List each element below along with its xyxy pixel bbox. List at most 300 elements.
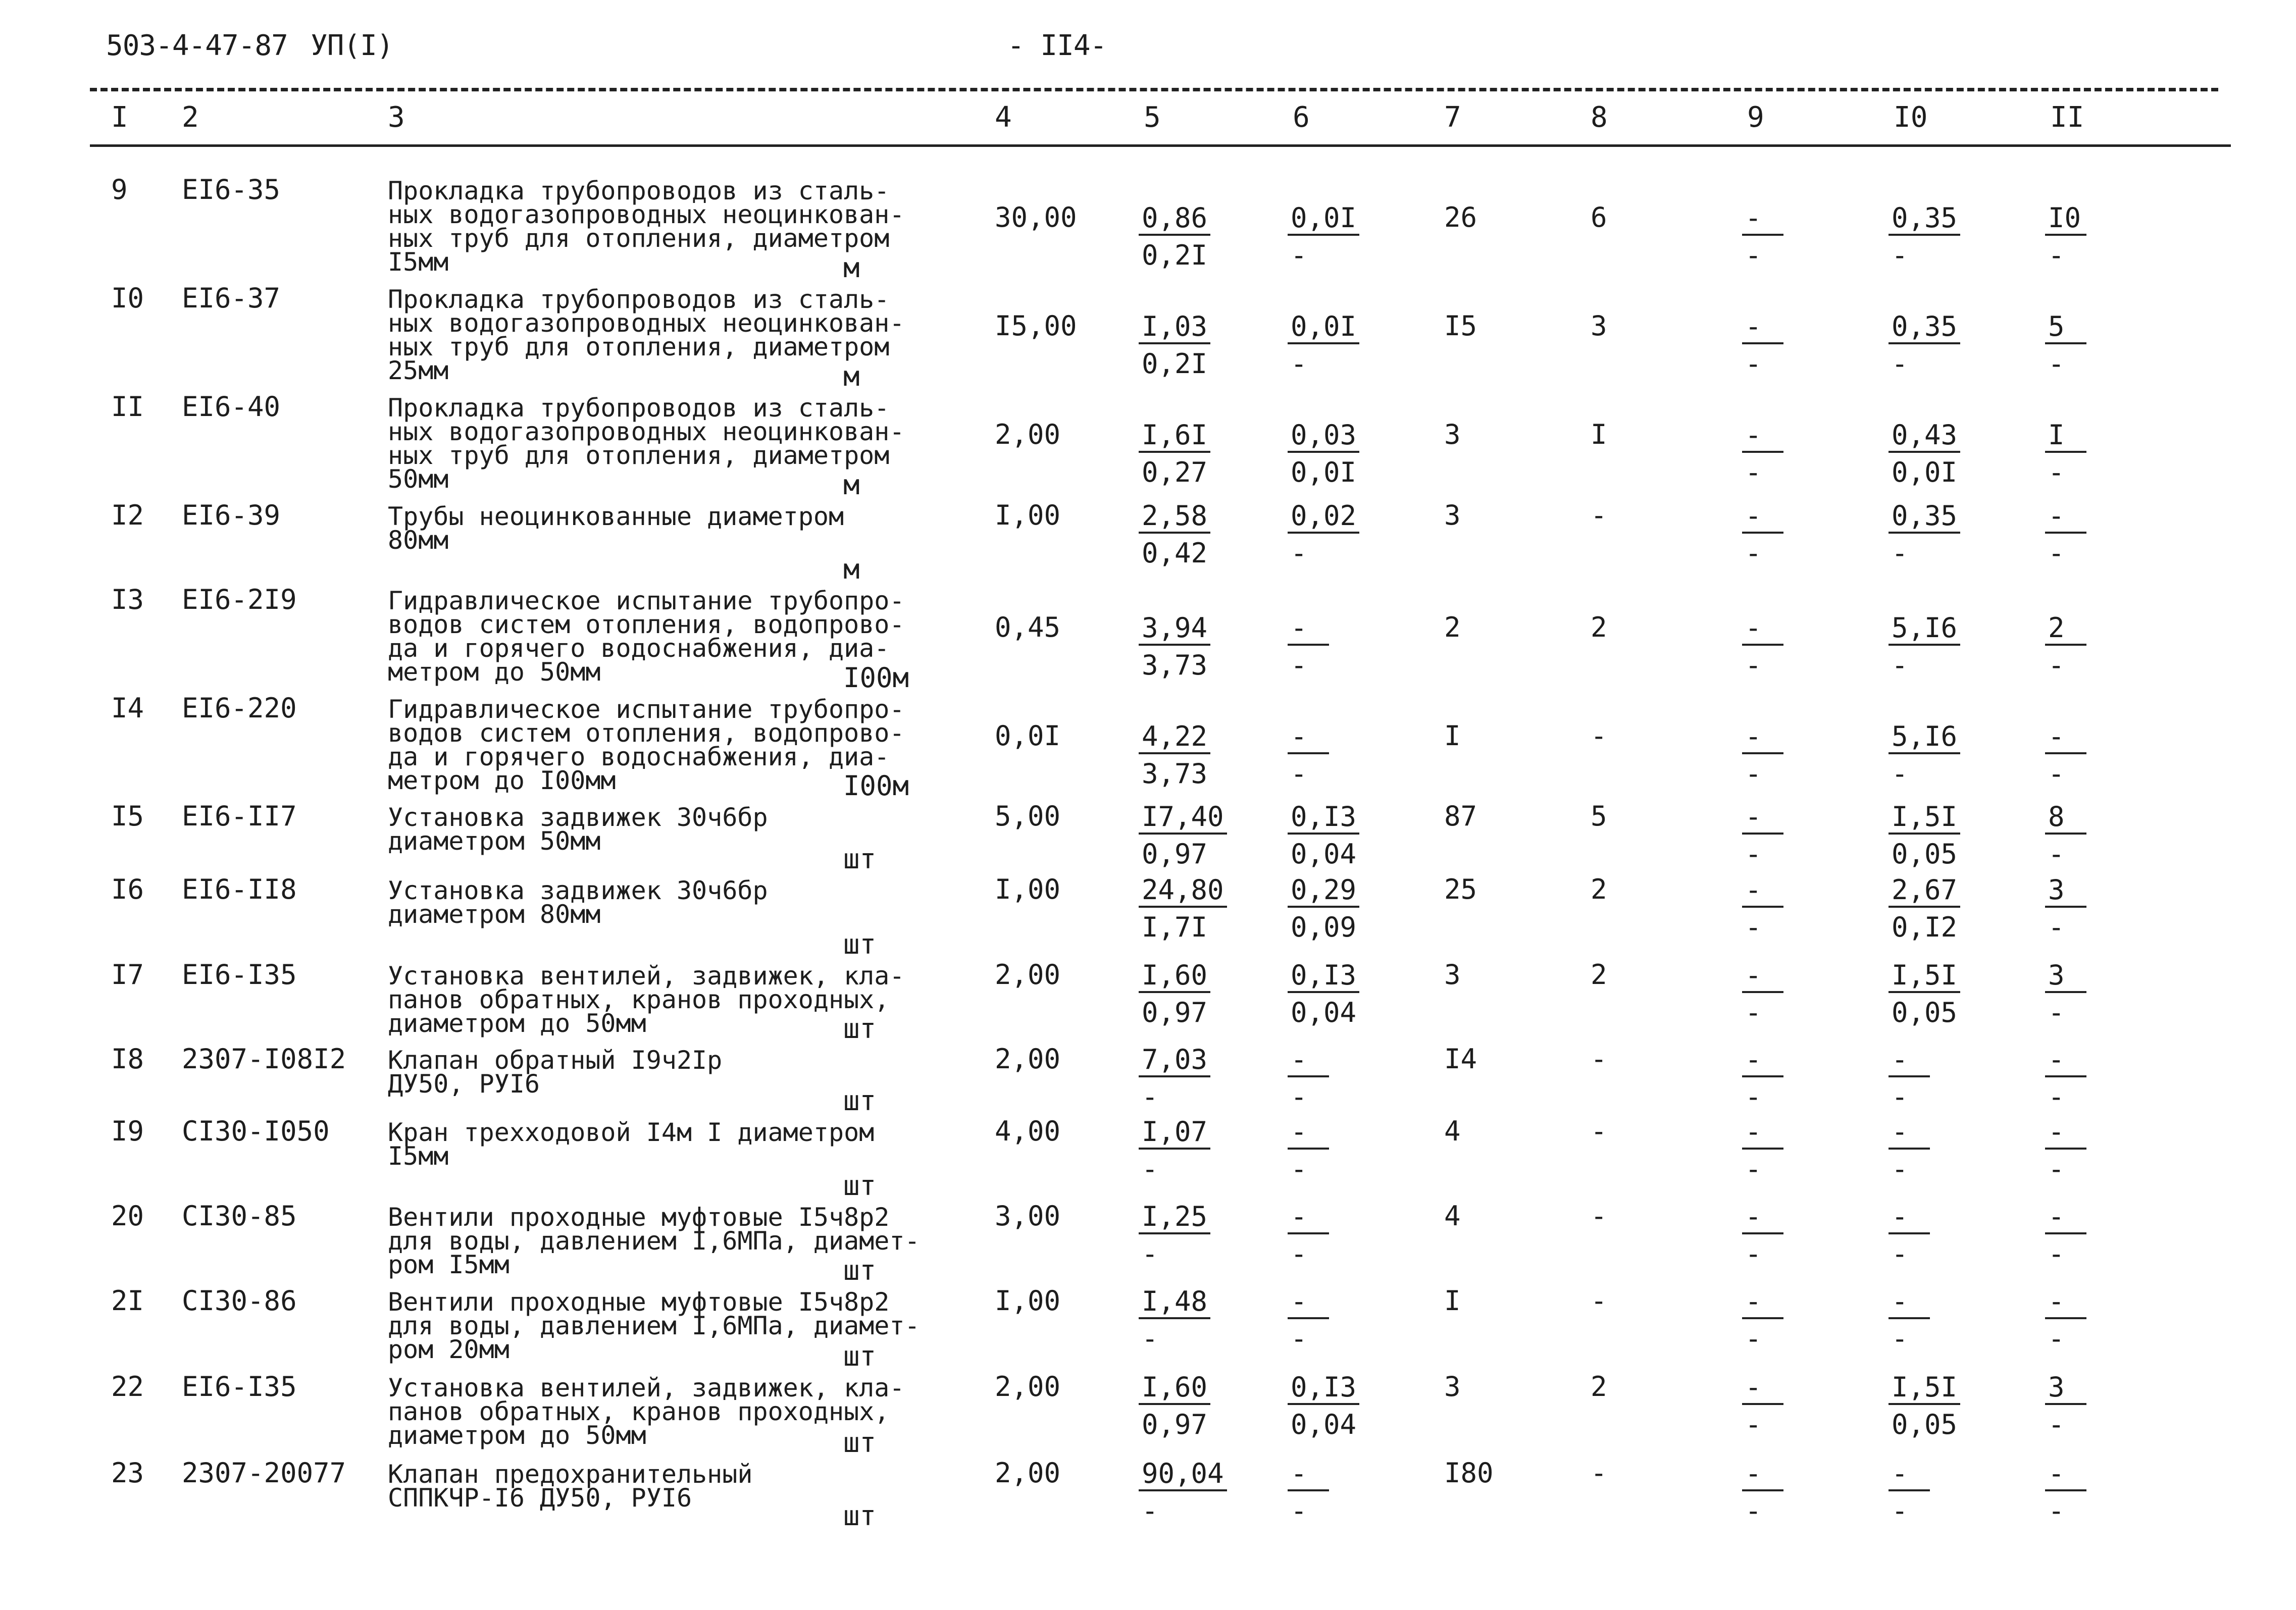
work-description: Установка вентилей, задвижек, кла- панов обратных, кранов проходных, диаметром до 50мм [388, 1373, 905, 1450]
rate-code: EI6-II8 [182, 873, 297, 905]
labor-col-10-numerator: - [1889, 1286, 1930, 1319]
unit-cost [1139, 1285, 1209, 1355]
column-number: 7 [1444, 101, 1461, 134]
work-description: Гидравлическое испытание трубопро- водов систем отопления, водопрово- да и горячего водоснабжения, диа- метром до 50мм [388, 586, 905, 687]
labor-col-9-denominator: - [1745, 537, 1762, 569]
labor-col-10-numerator: I,5I [1889, 960, 1960, 993]
labor-col-10-denominator: - [1892, 649, 1908, 681]
labor-col-11 [2045, 1201, 2116, 1270]
rate-code: EI6-II7 [182, 800, 297, 832]
unit-cost-denominator: I,7I [1142, 911, 1208, 943]
operation-cost-numerator: 0,I3 [1288, 1372, 1359, 1405]
rate-code: EI6-I35 [182, 1371, 297, 1403]
unit-cost [1139, 959, 1209, 1028]
labor-col-11-numerator: 3 [2045, 1372, 2086, 1405]
labor-col-10-denominator: 0,05 [1892, 1409, 1958, 1440]
operation-cost-denominator: 0,04 [1291, 838, 1357, 870]
total-operation-cost: 2 [1591, 959, 1607, 991]
labor-col-10-denominator: - [1892, 537, 1908, 569]
operation-cost [1288, 500, 1358, 569]
operation-cost-denominator: - [1291, 1081, 1307, 1113]
operation-cost [1288, 612, 1358, 681]
quantity: 2,00 [995, 1457, 1061, 1489]
row-number: 9 [111, 174, 128, 205]
labor-col-10-denominator: 0,I2 [1892, 911, 1958, 943]
total-cost: I4 [1444, 1043, 1477, 1075]
labor-col-9-numerator: - [1742, 1116, 1783, 1150]
labor-col-9-numerator: - [1742, 311, 1783, 344]
quantity: 4,00 [995, 1115, 1061, 1147]
labor-col-11 [2045, 1044, 2116, 1113]
labor-col-11-numerator: 3 [2045, 960, 2086, 993]
labor-col-10-numerator: 2,67 [1889, 874, 1960, 908]
labor-col-10-numerator: I,5I [1889, 1372, 1960, 1405]
labor-col-9-denominator: - [1745, 1323, 1762, 1355]
labor-col-9-numerator: - [1742, 1286, 1783, 1319]
rate-code: 2307-20077 [182, 1457, 346, 1489]
unit-cost [1139, 1116, 1209, 1185]
total-cost: 26 [1444, 201, 1477, 233]
labor-col-9 [1742, 720, 1813, 790]
work-description: Вентили проходные муфтовые I5ч8р2 для воды, давлением I,6МПа, диамет- ром I5мм [388, 1203, 920, 1279]
operation-cost-numerator: 0,0I [1288, 311, 1359, 344]
total-operation-cost: I [1591, 419, 1607, 450]
unit-cost-numerator: 0,86 [1139, 202, 1210, 236]
unit-cost [1139, 1044, 1209, 1113]
unit-cost-numerator: 7,03 [1139, 1044, 1210, 1077]
page-number: - II4- [1007, 29, 1107, 62]
labor-col-10 [1889, 1044, 1959, 1113]
total-cost: 2 [1444, 611, 1461, 643]
operation-cost-numerator: - [1288, 721, 1329, 754]
rate-code: EI6-37 [182, 282, 281, 314]
operation-cost-denominator: 0,04 [1291, 1409, 1357, 1440]
operation-cost-denominator: - [1291, 1323, 1307, 1355]
labor-col-9-numerator: - [1742, 420, 1783, 453]
operation-cost [1288, 801, 1358, 870]
labor-col-11 [2045, 720, 2116, 790]
labor-col-11-numerator: - [2045, 1458, 2086, 1491]
operation-cost [1288, 310, 1358, 380]
column-number: 6 [1293, 101, 1310, 134]
operation-cost-denominator: 0,09 [1291, 911, 1357, 943]
row-number: I5 [111, 800, 144, 832]
total-cost: 3 [1444, 1371, 1461, 1403]
labor-col-11 [2045, 612, 2116, 681]
column-number: II [2050, 101, 2084, 134]
quantity: 2,00 [995, 1371, 1061, 1403]
rate-code: EI6-2I9 [182, 584, 297, 615]
unit-cost-denominator: - [1142, 1323, 1158, 1355]
work-description: Клапан обратный I9ч2Iр ДУ50, РУI6 [388, 1046, 723, 1099]
unit-cost-denominator: 0,42 [1142, 537, 1208, 569]
labor-col-11 [2045, 1371, 2116, 1440]
labor-col-9-numerator: - [1742, 1458, 1783, 1491]
rate-code: EI6-40 [182, 391, 281, 423]
unit-cost [1139, 1371, 1209, 1440]
labor-col-10-numerator: - [1889, 1044, 1930, 1077]
labor-col-9-numerator: - [1742, 1372, 1783, 1405]
total-operation-cost: - [1591, 720, 1607, 752]
work-description: Прокладка трубопроводов из сталь- ных водогазопроводных неоцинкован- ных труб для отопления, диаметром 25мм [388, 285, 905, 385]
row-number: I4 [111, 692, 144, 724]
labor-col-9 [1742, 1116, 1813, 1185]
labor-col-10 [1889, 720, 1959, 790]
operation-cost-denominator: - [1291, 1495, 1307, 1527]
labor-col-11-numerator: - [2045, 1116, 2086, 1150]
labor-col-9-numerator: - [1742, 874, 1783, 908]
operation-cost [1288, 1285, 1358, 1355]
labor-col-9-denominator: - [1745, 1153, 1762, 1185]
total-operation-cost: - [1591, 499, 1607, 531]
labor-col-10-numerator: I,5I [1889, 801, 1960, 835]
labor-col-11 [2045, 959, 2116, 1028]
unit-cost-numerator: 3,94 [1139, 612, 1210, 646]
unit-cost-numerator: 24,80 [1139, 874, 1227, 908]
labor-col-9-denominator: - [1745, 1409, 1762, 1440]
row-number: I6 [111, 873, 144, 905]
labor-col-11-numerator: I0 [2045, 202, 2086, 236]
operation-cost-numerator: 0,0I [1288, 202, 1359, 236]
row-number: I8 [111, 1043, 144, 1075]
total-operation-cost: - [1591, 1115, 1607, 1147]
album-code: УП(I) [311, 29, 393, 62]
quantity: 30,00 [995, 201, 1077, 233]
unit-cost-denominator: 0,97 [1142, 838, 1208, 870]
rate-code: СI30-85 [182, 1200, 297, 1232]
unit-of-measure: шт [843, 1255, 877, 1286]
labor-col-11 [2045, 1116, 2116, 1185]
labor-col-9-numerator: - [1742, 612, 1783, 646]
labor-col-11-numerator: - [2045, 721, 2086, 754]
operation-cost-numerator: 0,29 [1288, 874, 1359, 908]
labor-col-9-denominator: - [1745, 456, 1762, 488]
operation-cost [1288, 1201, 1358, 1270]
unit-cost-denominator: 3,73 [1142, 649, 1208, 681]
operation-cost-numerator: - [1288, 1116, 1329, 1150]
row-number: I2 [111, 499, 144, 531]
unit-of-measure: I00м [843, 770, 909, 802]
unit-cost [1139, 612, 1209, 681]
labor-col-9-numerator: - [1742, 1201, 1783, 1234]
work-description: Установка задвижек 30ч6бр диаметром 80мм [388, 876, 768, 929]
labor-col-10 [1889, 874, 1959, 943]
operation-cost [1288, 419, 1358, 488]
rate-code: EI6-I35 [182, 959, 297, 991]
quantity: 0,0I [995, 720, 1061, 752]
unit-of-measure: м [843, 553, 860, 585]
labor-col-10 [1889, 612, 1959, 681]
operation-cost-denominator: 0,0I [1291, 456, 1357, 488]
total-operation-cost: 3 [1591, 310, 1607, 342]
unit-of-measure: м [843, 360, 860, 392]
unit-cost-numerator: I,60 [1139, 960, 1210, 993]
labor-col-10-denominator: - [1892, 1323, 1908, 1355]
quantity: 2,00 [995, 419, 1061, 450]
total-cost: 3 [1444, 499, 1461, 531]
unit-of-measure: м [843, 469, 860, 501]
quantity: 5,00 [995, 800, 1061, 832]
labor-col-11-denominator: - [2048, 1081, 2065, 1113]
labor-col-9-denominator: - [1745, 1495, 1762, 1527]
quantity: I,00 [995, 873, 1061, 905]
top-dashed-rule [90, 88, 2218, 91]
labor-col-9 [1742, 1201, 1813, 1270]
labor-col-9-denominator: - [1745, 838, 1762, 870]
unit-cost-denominator: - [1142, 1081, 1158, 1113]
labor-col-10-denominator: - [1892, 1238, 1908, 1270]
labor-col-11-denominator: - [2048, 911, 2065, 943]
labor-col-11-numerator: 2 [2045, 612, 2086, 646]
labor-col-9-numerator: - [1742, 500, 1783, 534]
operation-cost-numerator: 0,I3 [1288, 801, 1359, 835]
labor-col-11-numerator: 5 [2045, 311, 2086, 344]
total-cost: I80 [1444, 1457, 1494, 1489]
labor-col-10-numerator: 0,43 [1889, 420, 1960, 453]
operation-cost-numerator: 0,03 [1288, 420, 1359, 453]
labor-col-9 [1742, 202, 1813, 271]
work-description: Прокладка трубопроводов из сталь- ных водогазопроводных неоцинкован- ных труб для отопления, диаметром I5мм [388, 176, 905, 277]
operation-cost-denominator: - [1291, 348, 1307, 380]
unit-cost-numerator: I,60 [1139, 1372, 1210, 1405]
rate-code: EI6-39 [182, 499, 281, 531]
labor-col-9-denominator: - [1745, 348, 1762, 380]
operation-cost-numerator: - [1288, 1044, 1329, 1077]
unit-cost-denominator: 0,2I [1142, 348, 1208, 380]
labor-col-11 [2045, 310, 2116, 380]
operation-cost-denominator: - [1291, 649, 1307, 681]
quantity: I,00 [995, 499, 1061, 531]
total-cost: I [1444, 720, 1461, 752]
labor-col-9-denominator: - [1745, 239, 1762, 271]
unit-cost-numerator: I7,40 [1139, 801, 1227, 835]
labor-col-11 [2045, 202, 2116, 271]
labor-col-10 [1889, 310, 1959, 380]
total-operation-cost: 2 [1591, 1371, 1607, 1403]
column-number: 9 [1747, 101, 1764, 134]
labor-col-9-denominator: - [1745, 997, 1762, 1028]
column-number: I0 [1894, 101, 1928, 134]
quantity: 2,00 [995, 1043, 1061, 1075]
total-operation-cost: - [1591, 1043, 1607, 1075]
operation-cost-numerator: - [1288, 1458, 1329, 1491]
labor-col-11-denominator: - [2048, 1153, 2065, 1185]
unit-cost-denominator: 0,2I [1142, 239, 1208, 271]
labor-col-11 [2045, 419, 2116, 488]
labor-col-9 [1742, 310, 1813, 380]
total-cost: 87 [1444, 800, 1477, 832]
labor-col-9 [1742, 1044, 1813, 1113]
labor-col-11 [2045, 801, 2116, 870]
quantity: 0,45 [995, 611, 1061, 643]
work-description: Трубы неоцинкованные диаметром 80мм [388, 502, 844, 555]
operation-cost-denominator: - [1291, 537, 1307, 569]
rate-code: 2307-I08I2 [182, 1043, 346, 1075]
rate-code: EI6-220 [182, 692, 297, 724]
work-description: Кран трехходовой I4м I диаметром I5мм [388, 1118, 875, 1171]
labor-col-10 [1889, 1285, 1959, 1355]
unit-cost-numerator: I,25 [1139, 1201, 1210, 1234]
unit-of-measure: шт [843, 1500, 877, 1532]
operation-cost-denominator: - [1291, 1238, 1307, 1270]
operation-cost-numerator: - [1288, 1286, 1329, 1319]
labor-col-9-numerator: - [1742, 801, 1783, 835]
work-description: Установка задвижек 30ч6бр диаметром 50мм [388, 803, 768, 856]
labor-col-11-numerator: 3 [2045, 874, 2086, 908]
operation-cost-denominator: - [1291, 1153, 1307, 1185]
column-number: 8 [1591, 101, 1608, 134]
labor-col-10 [1889, 1458, 1959, 1527]
total-operation-cost: 6 [1591, 201, 1607, 233]
labor-col-10 [1889, 1116, 1959, 1185]
total-operation-cost: 2 [1591, 873, 1607, 905]
labor-col-11-numerator: - [2045, 1201, 2086, 1234]
operation-cost [1288, 1116, 1358, 1185]
row-number: 23 [111, 1457, 144, 1489]
work-description: Гидравлическое испытание трубопро- водов систем отопления, водопрово- да и горячего водоснабжения, диа- метром до I00мм [388, 695, 905, 795]
labor-col-10-denominator: 0,05 [1892, 997, 1958, 1028]
total-cost: I5 [1444, 310, 1477, 342]
labor-col-9-denominator: - [1745, 911, 1762, 943]
unit-cost [1139, 874, 1224, 943]
unit-cost-numerator: 4,22 [1139, 721, 1210, 754]
labor-col-11-denominator: - [2048, 1323, 2065, 1355]
row-number: I3 [111, 584, 144, 615]
labor-col-9 [1742, 801, 1813, 870]
unit-of-measure: шт [843, 1340, 877, 1372]
unit-cost-denominator: 0,27 [1142, 456, 1208, 488]
unit-cost-numerator: I,03 [1139, 311, 1210, 344]
total-operation-cost: 5 [1591, 800, 1607, 832]
quantity: I5,00 [995, 310, 1077, 342]
operation-cost [1288, 959, 1358, 1028]
total-cost: 4 [1444, 1200, 1461, 1232]
labor-col-11 [2045, 1285, 2116, 1355]
labor-col-9-numerator: - [1742, 202, 1783, 236]
labor-col-11 [2045, 1458, 2116, 1527]
labor-col-10 [1889, 959, 1959, 1028]
operation-cost [1288, 1458, 1358, 1527]
unit-of-measure: м [843, 252, 860, 284]
unit-of-measure: шт [843, 1085, 877, 1117]
labor-col-10-denominator: - [1892, 1495, 1908, 1527]
operation-cost-numerator: 0,02 [1288, 500, 1359, 534]
labor-col-11-denominator: - [2048, 537, 2065, 569]
column-number: 4 [995, 101, 1012, 134]
unit-cost-numerator: I,07 [1139, 1116, 1210, 1150]
operation-cost [1288, 874, 1358, 943]
labor-col-11-denominator: - [2048, 456, 2065, 488]
labor-col-9 [1742, 612, 1813, 681]
operation-cost-numerator: 0,I3 [1288, 960, 1359, 993]
labor-col-9 [1742, 1458, 1813, 1527]
labor-col-11-numerator: I [2045, 420, 2086, 453]
work-description: Клапан предохранительный СППКЧР-I6 ДУ50, РУI6 [388, 1460, 753, 1513]
labor-col-10-denominator: - [1892, 239, 1908, 271]
unit-cost-denominator: - [1142, 1153, 1158, 1185]
labor-col-9-numerator: - [1742, 1044, 1783, 1077]
labor-col-9 [1742, 1285, 1813, 1355]
labor-col-11-denominator: - [2048, 1495, 2065, 1527]
labor-col-10 [1889, 419, 1959, 488]
operation-cost-denominator: - [1291, 758, 1307, 790]
work-description: Прокладка трубопроводов из сталь- ных водогазопроводных неоцинкован- ных труб для отопления, диаметром 50мм [388, 393, 905, 494]
labor-col-9 [1742, 419, 1813, 488]
unit-cost-denominator: - [1142, 1238, 1158, 1270]
column-number: 3 [388, 101, 405, 134]
row-number: 2I [111, 1285, 144, 1317]
operation-cost-denominator: - [1291, 239, 1307, 271]
column-header-rule [90, 144, 2231, 147]
unit-cost [1139, 1458, 1224, 1527]
total-cost: 25 [1444, 873, 1477, 905]
labor-col-10-numerator: 0,35 [1889, 311, 1960, 344]
labor-col-11-denominator: - [2048, 838, 2065, 870]
labor-col-10-denominator: - [1892, 1081, 1908, 1113]
unit-cost [1139, 720, 1209, 790]
labor-col-9 [1742, 874, 1813, 943]
unit-of-measure: I00м [843, 662, 909, 694]
row-number: I0 [111, 282, 144, 314]
labor-col-10 [1889, 801, 1959, 870]
quantity: I,00 [995, 1285, 1061, 1317]
operation-cost [1288, 1044, 1358, 1113]
total-operation-cost: - [1591, 1457, 1607, 1489]
unit-cost-denominator: 0,97 [1142, 1409, 1208, 1440]
total-operation-cost: 2 [1591, 611, 1607, 643]
labor-col-10-denominator: - [1892, 1153, 1908, 1185]
labor-col-11-numerator: - [2045, 1286, 2086, 1319]
labor-col-10 [1889, 1201, 1959, 1270]
operation-cost [1288, 1371, 1358, 1440]
unit-cost [1139, 500, 1209, 569]
work-description: Вентили проходные муфтовые I5ч8р2 для воды, давлением I,6МПа, диамет- ром 20мм [388, 1287, 920, 1364]
operation-cost [1288, 720, 1358, 790]
labor-col-10-numerator: - [1889, 1116, 1930, 1150]
operation-cost [1288, 202, 1358, 271]
operation-cost-denominator: 0,04 [1291, 997, 1357, 1028]
labor-col-11-denominator: - [2048, 348, 2065, 380]
labor-col-9 [1742, 500, 1813, 569]
labor-col-10 [1889, 202, 1959, 271]
unit-of-measure: шт [843, 843, 877, 875]
operation-cost-numerator: - [1288, 1201, 1329, 1234]
labor-col-10 [1889, 500, 1959, 569]
labor-col-11-denominator: - [2048, 649, 2065, 681]
column-number: 5 [1144, 101, 1161, 134]
unit-cost-numerator: 90,04 [1139, 1458, 1227, 1491]
unit-of-measure: шт [843, 928, 877, 960]
unit-cost [1139, 202, 1209, 271]
labor-col-9-numerator: - [1742, 721, 1783, 754]
labor-col-11-numerator: - [2045, 1044, 2086, 1077]
labor-col-11-denominator: - [2048, 997, 2065, 1028]
labor-col-10-denominator: - [1892, 348, 1908, 380]
rate-code: СI30-I050 [182, 1115, 330, 1147]
quantity: 2,00 [995, 959, 1061, 991]
labor-col-11-denominator: - [2048, 758, 2065, 790]
unit-cost [1139, 1201, 1209, 1270]
labor-col-9-denominator: - [1745, 758, 1762, 790]
labor-col-10-numerator: 5,I6 [1889, 721, 1960, 754]
total-operation-cost: - [1591, 1200, 1607, 1232]
row-number: 20 [111, 1200, 144, 1232]
operation-cost-numerator: - [1288, 612, 1329, 646]
labor-col-10-numerator: - [1889, 1201, 1930, 1234]
unit-cost-numerator: I,6I [1139, 420, 1210, 453]
unit-of-measure: шт [843, 1170, 877, 1202]
labor-col-9-denominator: - [1745, 649, 1762, 681]
